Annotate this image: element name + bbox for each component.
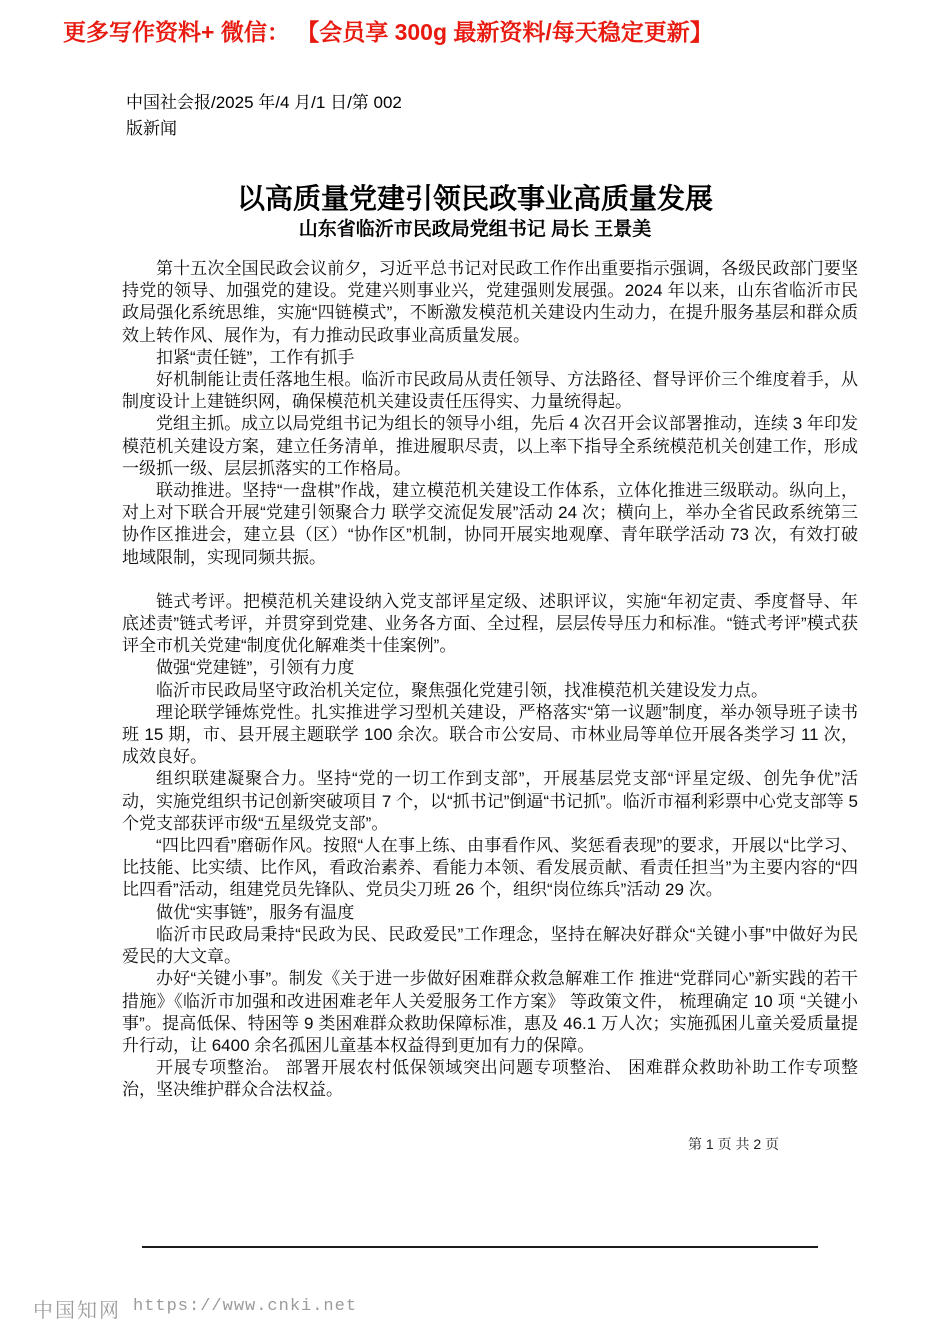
article-title: 以高质量党建引领民政事业高质量发展 bbox=[236, 182, 713, 214]
cnki-brand-watermark: 中国知网 bbox=[33, 1300, 121, 1322]
page-number: 第 1 页 共 2 页 bbox=[688, 1136, 780, 1152]
article-byline: 山东省临沂市民政局党组书记 局长 王景美 bbox=[298, 219, 652, 240]
article-paragraph: 临沂市民政局坚守政治机关定位，聚焦强化党建引领，找准模范机关建设发力点。 bbox=[156, 680, 768, 700]
cnki-url-text: https://www.cnki.net bbox=[133, 1297, 358, 1316]
publication-source-line2: 版新闻 bbox=[126, 119, 177, 138]
section-heading: 扣紧“责任链”，工作有抓手 bbox=[156, 347, 355, 367]
article-paragraph: 党组主抓。成立以局党组书记为组长的领导小组，先后 4 次召开会议部署推动，连续 3 年印发模范机关建设方案，建立任务清单，推进履职尽责，以上率下指导全系统模范机关创建工作，形成一级抓一级、层层抓落实的工作格局。 bbox=[122, 414, 858, 478]
footer-divider bbox=[142, 1246, 818, 1248]
publication-source bbox=[126, 90, 402, 142]
article-paragraph: 第十五次全国民政会议前夕，习近平总书记对民政工作作出重要指示强调，各级民政部门要坚持党的领导、加强党的建设。党建兴则事业兴，党建强则发展强。2024 年以来，山东省临沂市民政局强化系统思维，实施“四链模式”，不断激发模范机关建设内生动力，在提升服务基层和群众质效上转作风、展作为，有力推动民政事业高质量发展。 bbox=[122, 259, 858, 345]
publication-source-line1: 中国社会报/2025 年/4 月/1 日/第 002 bbox=[126, 93, 402, 112]
section-heading: 做强“党建链”，引领有力度 bbox=[156, 658, 355, 678]
article-paragraph: 组织联建凝聚合力。坚持“党的一切工作到支部”，开展基层党支部“评星定级、创先争优”活动，实施党组织书记创新突破项目 7 个，以“抓书记”倒逼“书记抓”。临沂市福利彩票中心党支部等 5 个党支部获评市级“五星级党支部”。 bbox=[122, 769, 858, 833]
article-paragraph: 链式考评。把模范机关建设纳入党支部评星定级、述职评议，实施“年初定责、季度督导、年底述责”链式考评，并贯穿到党建、业务各方面、全过程，层层传导压力和标准。“链式考评”模式获评全市机关党建“制度优化解难类十佳案例”。 bbox=[122, 591, 858, 656]
promo-banner-text: 更多写作资料+ 微信： 【会员享 300g 最新资料/每天稳定更新】 bbox=[63, 19, 713, 45]
article-paragraph: 办好“关键小事”。制发《关于进一步做好困难群众救急解难工作 推进“党群同心”新实践的若干措施》《临沂市加强和改进困难老年人关爱服务工作方案》 等政策文件， 梳理确定 10 项 “关键小事”。提高低保、特困等 9 类困难群众救助保障标准，惠及 46.1 万人次；实施孤困儿童关爱质量提升行动，让 6400 余名孤困儿童基本权益得到更加有力的保障。 bbox=[122, 969, 858, 1055]
section-heading: 做优“实事链”，服务有温度 bbox=[156, 902, 355, 922]
article-paragraph: 理论联学锤炼党性。扎实推进学习型机关建设，严格落实“第一议题”制度，举办领导班子读书班 15 期，市、县开展主题联学 100 余次。联合市公安局、市林业局等单位开展各类学习 11 次，成效良好。 bbox=[122, 702, 858, 767]
article-paragraph: 好机制能让责任落地生根。临沂市民政局从责任领导、方法路径、督导评价三个维度着手，从制度设计上建链织网，确保模范机关建设责任压得实、力量统得起。 bbox=[122, 370, 858, 412]
article-body bbox=[122, 258, 858, 1102]
article-paragraph: 开展专项整治。 部署开展农村低保领域突出问题专项整治、 困难群众救助补助工作专项整治，坚决维护群众合法权益。 bbox=[122, 1058, 858, 1100]
article-paragraph: “四比四看”磨砺作风。按照“人在事上练、由事看作风、奖惩看表现”的要求，开展以“比学习、比技能、比实绩、比作风，看政治素养、看能力本领、看发展贡献、看责任担当”为主要内容的“四比四看”活动，组建党员先锋队、党员尖刀班 26 个，组织“岗位练兵”活动 29 次。 bbox=[122, 836, 858, 900]
article-paragraph: 联动推进。坚持“一盘棋”作战，建立模范机关建设工作体系，立体化推进三级联动。纵向上，对上对下联合开展“党建引领聚合力 联学交流促发展”活动 24 次；横向上，举办全省民政系统第三协作区推进会，建立县（区）“协作区”机制，协同开展实地观摩、青年联学活动 73 次，有效打破地域限制，实现同频共振。 bbox=[122, 481, 858, 567]
article-paragraph: 临沂市民政局秉持“民政为民、民政爱民”工作理念，坚持在解决好群众“关键小事”中做好为民爱民的大文章。 bbox=[122, 924, 858, 967]
